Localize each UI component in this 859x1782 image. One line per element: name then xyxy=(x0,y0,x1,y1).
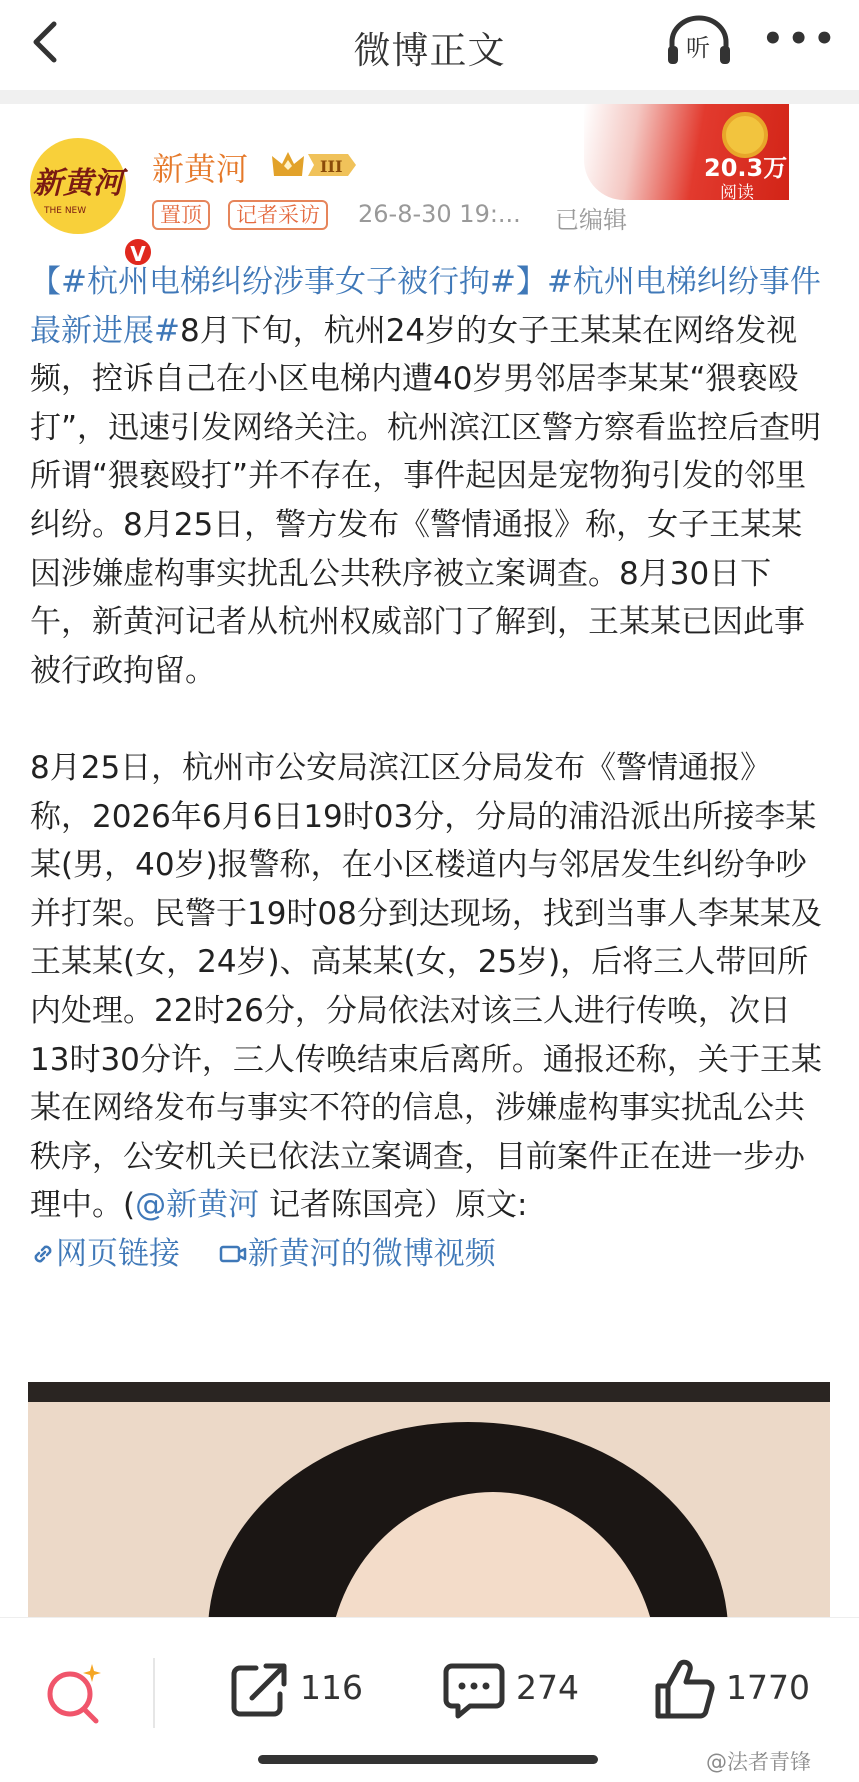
ai-search-button[interactable] xyxy=(40,1658,120,1728)
paragraph-text: 8月下旬，杭州24岁的女子王某某在网络发视频，控诉自己在小区电梯内遭40岁男邻居李某某“猥亵殴打”，迅速引发网络关注。杭州滨江区警方察看监控后查明所谓“猥亵殴打”并不存在，事件起因是宠物狗引发的邻里纠纷。8月25日，警方发布《警情通报》称，女子王某某因涉嫌虚构事实扰乱公共秩序被立案调查。8月30日下午，新黄河记者从杭州权威部门了解到，王某某已因此事被行政拘留。 xyxy=(30,312,822,689)
post-image[interactable] xyxy=(28,1382,830,1617)
home-indicator[interactable] xyxy=(258,1755,598,1764)
share-count: 116 xyxy=(300,1668,363,1707)
avatar[interactable] xyxy=(30,138,146,266)
post-time: 26-8-30 19:... xyxy=(358,200,521,228)
video-icon xyxy=(218,1241,248,1267)
author-header xyxy=(0,104,859,266)
link-icon xyxy=(30,1241,56,1267)
post-paragraph-2 xyxy=(30,744,830,1230)
comment-button[interactable] xyxy=(442,1658,592,1728)
avatar-logo-subtext: THE NEW xyxy=(44,206,87,216)
like-count: 1770 xyxy=(726,1668,810,1707)
verified-badge-icon: V xyxy=(122,236,154,268)
video-link-label: 新黄河的微博视频 xyxy=(247,1235,496,1272)
post-content xyxy=(30,258,830,1278)
more-dots-icon: ••• xyxy=(762,19,840,59)
source-links xyxy=(30,1230,830,1279)
crown-level-icon[interactable] xyxy=(270,148,360,182)
paragraph-gap xyxy=(30,695,830,744)
hashtag-link[interactable]: #杭州电梯纠纷事件最新进展# xyxy=(30,264,821,349)
thumbs-up-icon xyxy=(652,1658,716,1722)
post-paragraph-1 xyxy=(30,258,830,695)
bottom-toolbar xyxy=(0,1617,859,1782)
like-button[interactable] xyxy=(652,1658,832,1728)
comment-icon xyxy=(442,1658,506,1722)
tag-reporter-interview: 记者采访 xyxy=(228,200,328,230)
paragraph-text: 记者陈国亮）原文: xyxy=(259,1187,528,1224)
read-count: 20.3万 xyxy=(704,154,788,182)
section-divider xyxy=(0,90,859,104)
video-link[interactable] xyxy=(218,1236,496,1272)
ai-search-icon xyxy=(40,1658,110,1728)
share-button[interactable] xyxy=(226,1658,376,1728)
web-link[interactable] xyxy=(30,1236,180,1272)
paragraph-text: 8月25日，杭州市公安局滨江区分局发布《警情通报》称，2026年6月6日19时03分，分局的浦沿派出所接李某某(男，40岁)报警称，在小区楼道内与邻居发生纠纷争吵并打架。民警于19时08分到达现场，找到当事人李某某及王某某(女，24岁)、高某某(女，25岁)，后将三人带回所内处理。22时26分，分局依法对该三人进行传唤，次日13时30分许，三人传唤结束后离所。通报还称，关于王某某在网络发布与事实不符的信息，涉嫌虚构事实扰乱公共秩序，公安机关已依法立案调查，目前案件正在进一步办理中。( xyxy=(30,749,822,1224)
listen-label: 听 xyxy=(686,34,710,62)
edited-label[interactable]: 已编辑 xyxy=(555,206,627,234)
web-link-label: 网页链接 xyxy=(56,1235,180,1272)
mention-link[interactable]: @新黄河 xyxy=(135,1187,260,1224)
read-label: 阅读 xyxy=(720,183,754,200)
tag-pinned: 置顶 xyxy=(152,200,210,230)
read-count-banner xyxy=(584,104,789,200)
listen-button[interactable] xyxy=(664,12,734,72)
author-name[interactable]: 新黄河 xyxy=(152,150,249,188)
hashtag-link[interactable]: 【#杭州电梯纠纷涉事女子被行拘#】 xyxy=(30,264,547,300)
image-top-frame xyxy=(28,1382,830,1402)
level-text: III xyxy=(320,157,343,176)
share-icon xyxy=(226,1658,290,1722)
toolbar-separator xyxy=(153,1658,155,1728)
top-nav-bar xyxy=(0,0,859,90)
watermark: @法者青锋 xyxy=(706,1750,811,1774)
more-button[interactable] xyxy=(762,14,840,70)
page-title: 微博正文 xyxy=(353,29,506,72)
avatar-logo-text: 新黄河 xyxy=(33,166,123,201)
comment-count: 274 xyxy=(516,1668,579,1707)
